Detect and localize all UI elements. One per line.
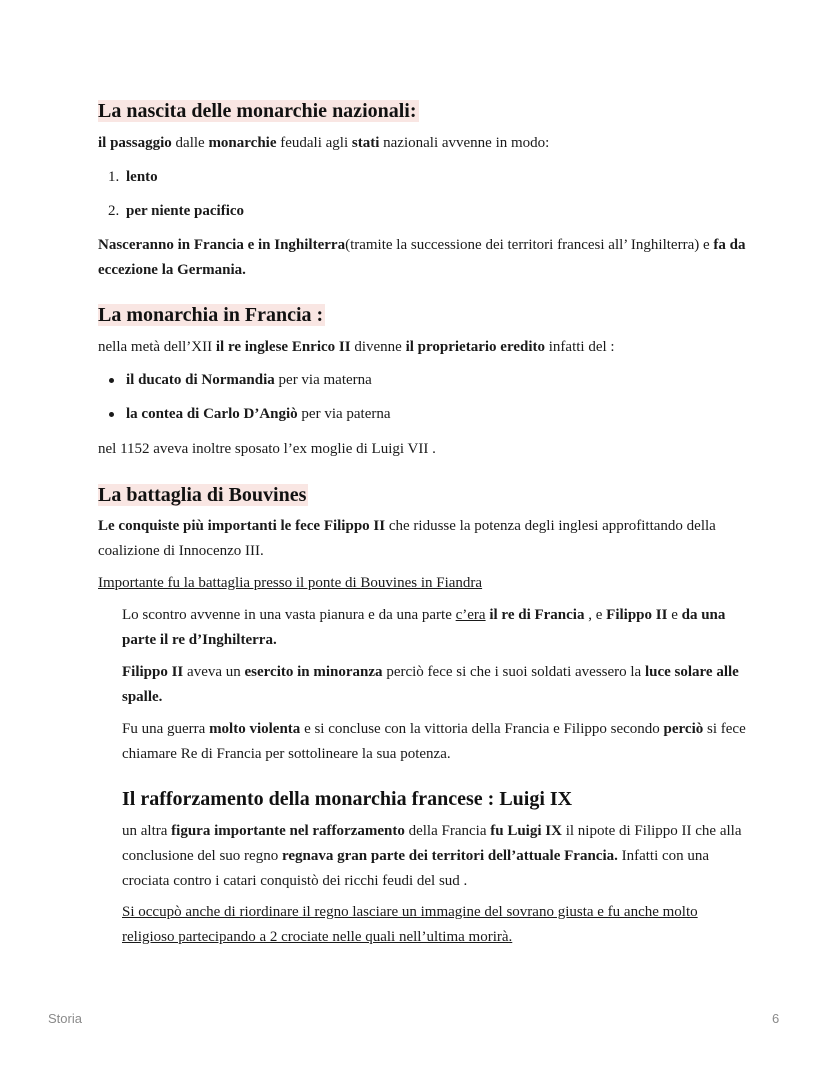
section-monarchia-francia — [98, 302, 748, 328]
section-monarchie-nazionali — [98, 98, 748, 124]
text-run: la contea di Carlo D’Angiò — [126, 406, 298, 422]
text-run: e si concluse con la vittoria della Francia e Filippo secondo — [300, 721, 664, 737]
paragraph — [98, 514, 748, 564]
text-run: molto violenta — [209, 721, 301, 737]
list-item: 2. per niente pacifico — [108, 203, 245, 219]
bullet-icon — [109, 378, 114, 383]
text-run: il ducato di Normandia — [126, 372, 275, 388]
paragraph — [122, 819, 748, 894]
text-run: stati — [351, 135, 380, 151]
footer-label: Storia — [48, 1011, 82, 1026]
section-battaglia-bouvines — [98, 482, 748, 508]
paragraph — [122, 603, 748, 653]
text-run: aveva un — [183, 664, 245, 680]
text-run: perciò fece si che i suoi soldati avessero la — [382, 664, 645, 680]
text-run: nel 1152 aveva inoltre sposato l’ex moglie di Luigi VII . — [98, 441, 436, 457]
text-run: Importante fu la battaglia presso il ponte di Bouvines in Fiandra — [98, 575, 483, 591]
text-run: Infatti con una crociata contro i catari conquistò dei ricchi feudi del sud . — [122, 848, 710, 889]
text-run: regnava gran parte dei territori dell’attuale Francia. — [281, 848, 618, 864]
text-run: il re di Francia — [485, 607, 585, 623]
bullet-icon — [109, 412, 114, 417]
text-run: che ridusse la potenza degli inglesi approfittando della coalizione di Innocenzo III. — [98, 518, 716, 559]
text-run: infatti del : — [545, 339, 615, 355]
ordered-list — [98, 165, 748, 224]
text-run: luce solare alle spalle. — [122, 664, 739, 705]
text-run: dalle — [171, 135, 209, 151]
list-item — [98, 368, 748, 402]
section-heading: La nascita delle monarchie nazionali: — [98, 100, 417, 122]
paragraph — [98, 437, 748, 462]
text-run: Le conquiste più importanti le fece Filippo II — [98, 518, 386, 534]
text-run: feudali agli — [276, 135, 352, 151]
paragraph — [122, 660, 748, 710]
text-run: si fece chiamare Re di Francia per sottolineare la sua potenza. — [122, 721, 746, 762]
text-run: un altra — [122, 823, 172, 839]
text-run: fu Luigi IX — [490, 823, 562, 839]
section-heading: La battaglia di Bouvines — [98, 484, 307, 506]
text-run: Si occupò anche di riordinare il regno lasciare un immagine del sovrano giusta e fu anche molto religioso partecipando a 2 crociate nelle quali nell’ultima morirà. — [122, 904, 698, 945]
text-run: monarchie — [208, 135, 277, 151]
text-run: per via paterna — [297, 406, 391, 422]
text-run: Filippo II — [606, 607, 668, 623]
section-luigi-ix — [122, 786, 748, 812]
text-run: esercito in minoranza — [244, 664, 383, 680]
list-item — [98, 402, 748, 427]
text-run: c’era — [455, 607, 486, 623]
paragraph — [122, 900, 748, 950]
text-run: il nipote di Filippo II che alla conclusione del suo regno — [122, 823, 742, 864]
page-number: 6 — [772, 1011, 780, 1026]
paragraph — [122, 717, 748, 767]
text-run: Nasceranno in Francia e in Inghilterra — [98, 237, 346, 253]
text-run: Lo scontro avvenne in una vasta pianura e da una parte — [122, 607, 456, 623]
paragraph — [98, 571, 748, 596]
text-run: nella metà dell’XII — [98, 339, 216, 355]
text-run: il proprietario eredito — [405, 339, 545, 355]
text-run: figura importante nel rafforzamento — [171, 823, 405, 839]
list-item: 1. lento — [108, 169, 158, 185]
text-run: nazionali avvenne in modo: — [379, 135, 550, 151]
text-run: il passaggio — [98, 135, 172, 151]
text-run: della Francia — [404, 823, 491, 839]
section-heading: La monarchia in Francia : — [98, 304, 324, 326]
text-run: (tramite la successione dei territori francesi all’ Inghilterra) e — [345, 237, 714, 253]
intro-paragraph — [98, 131, 748, 156]
text-run: per via materna — [274, 372, 372, 388]
text-run: , e — [584, 607, 607, 623]
text-run: divenne — [350, 339, 406, 355]
text-run: il re inglese Enrico II — [215, 339, 351, 355]
text-run: da una parte il re d’Inghilterra. — [122, 607, 726, 648]
text-run: fa da eccezione la Germania. — [98, 237, 746, 278]
section-heading: Il rafforzamento della monarchia francese : Luigi IX — [122, 788, 573, 810]
paragraph — [98, 233, 748, 283]
paragraph — [98, 335, 748, 360]
text-run: perciò — [663, 721, 704, 737]
text-run: Fu una guerra — [122, 721, 210, 737]
bullet-list — [98, 368, 748, 427]
text-run: e — [667, 607, 682, 623]
text-run: Filippo II — [122, 664, 184, 680]
